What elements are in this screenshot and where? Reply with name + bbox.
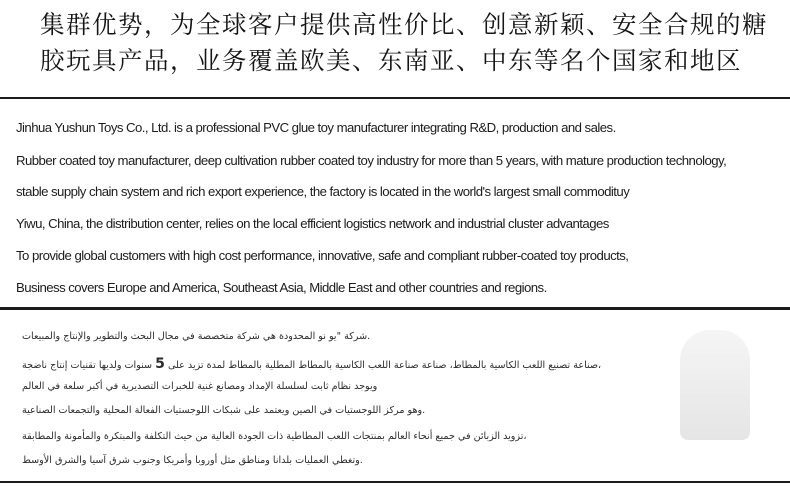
- chinese-line-2: 胶玩具产品，业务覆盖欧美、东南亚、中东等名个国家和地区: [40, 46, 742, 75]
- arabic-line-1: شركة "يو نو المحدودة هي شركة متخصصة في مجال البحث والتطوير والإنتاج والمبيعات.: [22, 331, 371, 342]
- english-line-4: Yiwu, China, the distribution center, relies on the local efficient logistics network and industrial cluster advantages: [16, 216, 609, 231]
- middle-divider: [0, 307, 790, 310]
- bottom-divider: [0, 481, 790, 483]
- english-line-2: Rubber coated toy manufacturer, deep cultivation rubber coated toy industry for more than 5 years, with mature production technology,: [16, 153, 727, 168]
- arabic-line-4: وهو مركز اللوجستيات في الصين ويعتمد على شبكات اللوجستيات الفعالة المحلية والتجمعات الصناعية.: [22, 405, 426, 416]
- arabic-line-5: تزويد الزبائن في جميع أنحاء العالم بمنتجات اللعب المطاطية ذات الجودة العالية من حيث التكلفة والمبتكرة والمأمونة والمطابقة،: [22, 431, 527, 442]
- faded-background-image: [680, 330, 750, 440]
- chinese-line-1: 集群优势，为全球客户提供高性价比、创意新颖、安全合规的糖: [40, 10, 768, 39]
- arabic-line-6: وتغطي العمليات بلدانا ومناطق مثل أوروبا وأمريكا وجنوب شرق آسيا والشرق الأوسط.: [22, 455, 363, 466]
- top-divider: [0, 97, 790, 99]
- arabic-line-3: ويوجد نظام ثابت لسلسلة الإمداد ومصانع غنية للخبرات التصديرية في أكبر سلعة في العالم: [22, 381, 378, 392]
- arabic-line-2-number: 5: [155, 356, 165, 372]
- arabic-line-2: [22, 356, 601, 372]
- english-line-3: stable supply chain system and rich export experience, the factory is located in the world's largest small commodituy: [16, 184, 630, 199]
- english-line-5: To provide global customers with high cost performance, innovative, safe and compliant rubber-coated toy products,: [16, 248, 629, 263]
- english-line-6: Business covers Europe and America, Southeast Asia, Middle East and other countries and regions.: [16, 280, 547, 295]
- arabic-line-2-part-2: سنوات ولديها تقنيات إنتاج ناضجة،: [22, 360, 602, 371]
- arabic-line-2-part-1: صناعة تصنيع اللعب الكاسية بالمطاط، صناعة صناعة اللعب الكاسية بالمطاط المطلية بالمطاط لمدة تزيد على: [167, 360, 599, 371]
- english-line-1: Jinhua Yushun Toys Co., Ltd. is a professional PVC glue toy manufacturer integrating R&D, production and sales.: [16, 120, 616, 135]
